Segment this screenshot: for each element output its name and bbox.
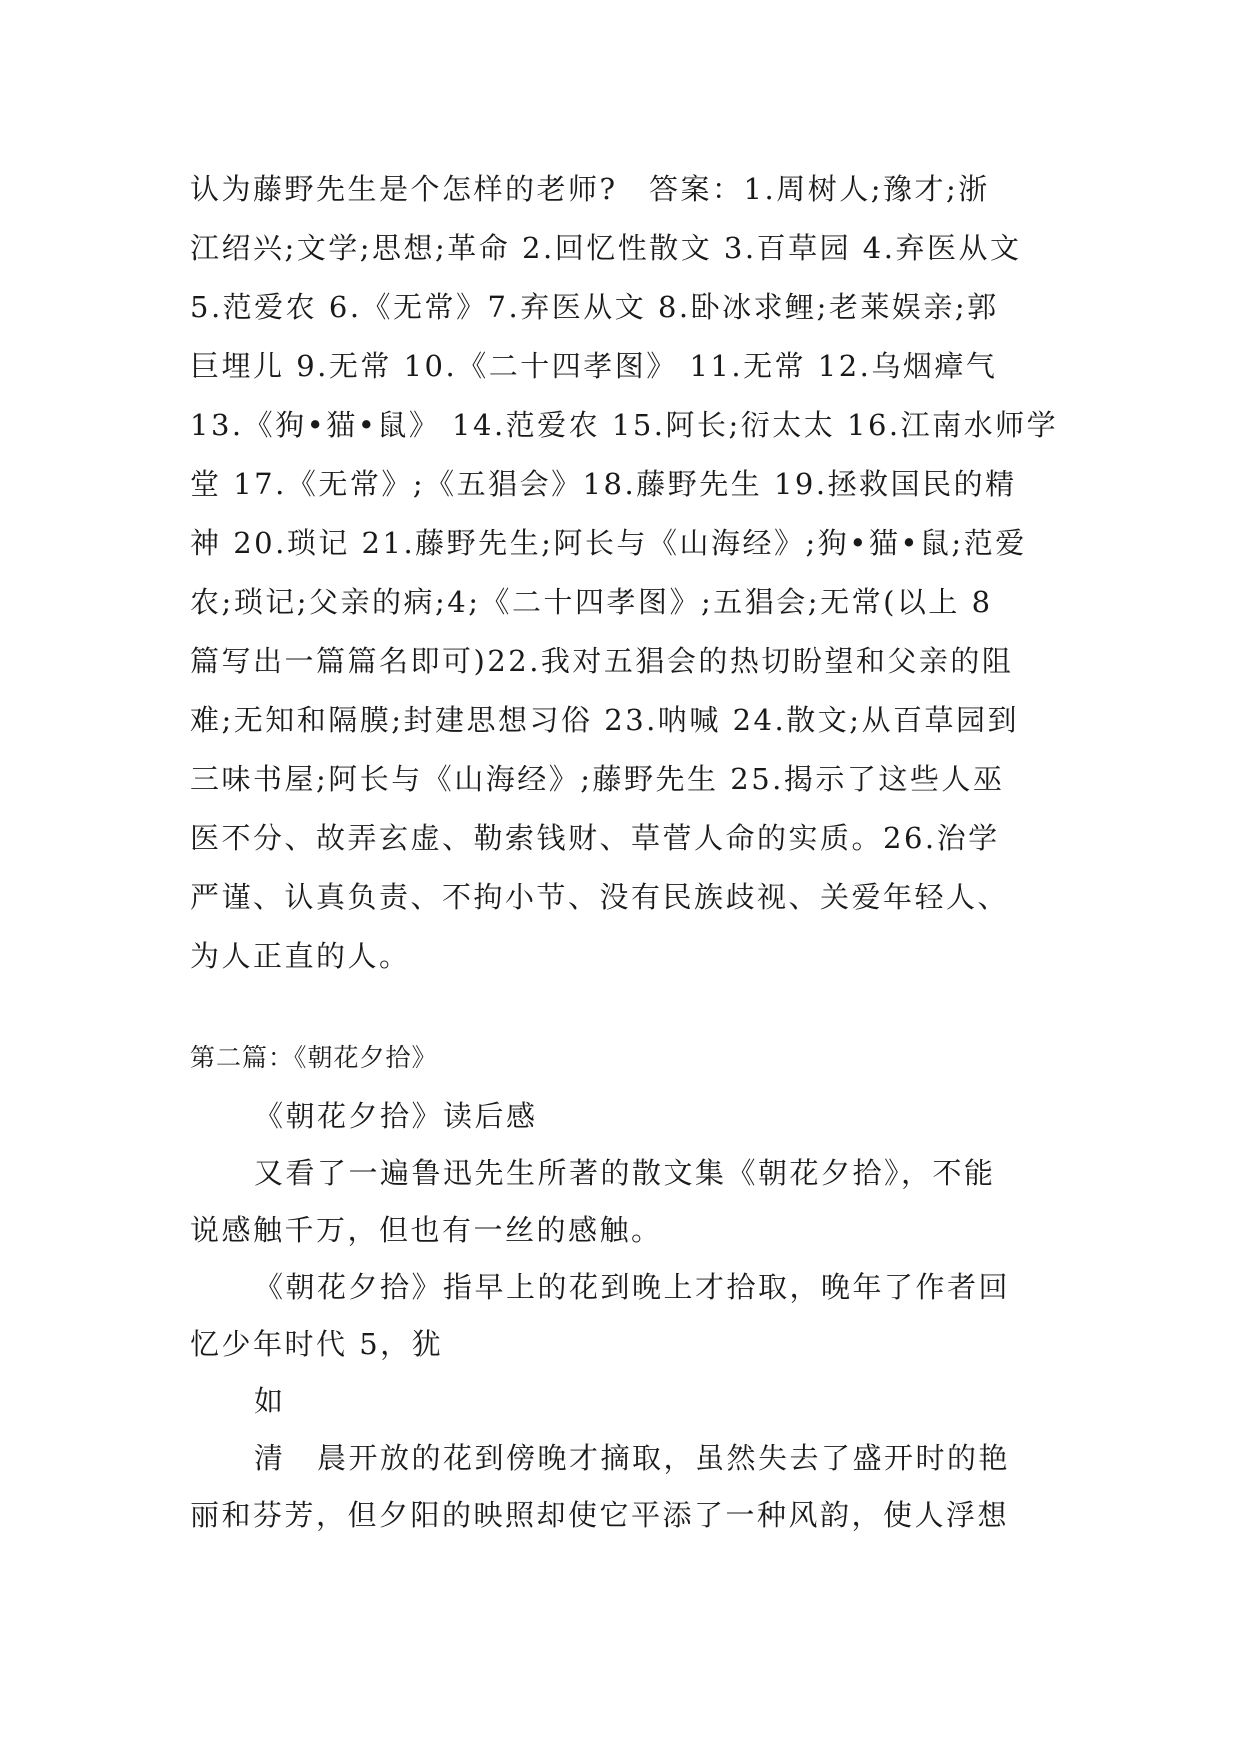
text-line: 神 20.琐记 21.藤野先生;阿长与《山海经》;狗•猫•鼠;范爱 — [190, 526, 1027, 560]
text-line: 篇写出一篇篇名即可)22.我对五猖会的热切盼望和父亲的阻 — [190, 644, 1014, 678]
text-line: 清 晨开放的花到傍晚才摘取，虽然失去了盛开时的艳 — [254, 1441, 1011, 1475]
text-line: 13.《狗•猫•鼠》 14.范爱农 15.阿长;衍太太 16.江南水师学 — [190, 408, 1059, 442]
text-line: 如 — [254, 1384, 286, 1418]
section-heading-block — [190, 1038, 1070, 1078]
text-line: 忆少年时代 5，犹 — [190, 1327, 444, 1361]
essay-title: 《朝花夕拾》读后感 — [254, 1099, 538, 1133]
text-line: 三味书屋;阿长与《山海经》;藤野先生 25.揭示了这些人巫 — [190, 762, 1005, 796]
text-line: 《朝花夕拾》指早上的花到晚上才拾取，晚年了作者回 — [254, 1270, 1011, 1304]
answer-key-section — [190, 160, 1070, 986]
text-line: 难;无知和隔膜;封建思想习俗 23.呐喊 24.散文;从百草园到 — [190, 703, 1019, 737]
text-line: 认为藤野先生是个怎样的老师? 答案：1.周树人;豫才;浙 — [190, 172, 990, 206]
essay-section — [190, 1088, 1070, 1544]
text-line: 严谨、认真负责、不拘小节、没有民族歧视、关爱年轻人、 — [190, 880, 1010, 914]
text-line: 丽和芬芳，但夕阳的映照却使它平添了一种风韵，使人浮想 — [190, 1498, 1010, 1532]
text-line: 农;琐记;父亲的病;4;《二十四孝图》;五猖会;无常(以上 8 — [190, 585, 993, 619]
text-line: 为人正直的人。 — [190, 939, 411, 973]
text-line: 5.范爱农 6.《无常》7.弃医从文 8.卧冰求鲤;老莱娱亲;郭 — [190, 290, 999, 324]
section-heading: 第二篇：《朝花夕拾》 — [190, 1043, 438, 1072]
text-line: 医不分、故弄玄虚、勒索钱财、草菅人命的实质。26.治学 — [190, 821, 1000, 855]
text-line: 又看了一遍鲁迅先生所著的散文集《朝花夕拾》，不能 — [254, 1156, 996, 1190]
text-line: 江绍兴;文学;思想;革命 2.回忆性散文 3.百草园 4.弃医从文 — [190, 231, 1022, 265]
text-line: 巨埋儿 9.无常 10.《二十四孝图》 11.无常 12.乌烟瘴气 — [190, 349, 998, 383]
text-line: 说感触千万，但也有一丝的感触。 — [190, 1213, 663, 1247]
text-line: 堂 17.《无常》;《五猖会》18.藤野先生 19.拯救国民的精 — [190, 467, 1017, 501]
